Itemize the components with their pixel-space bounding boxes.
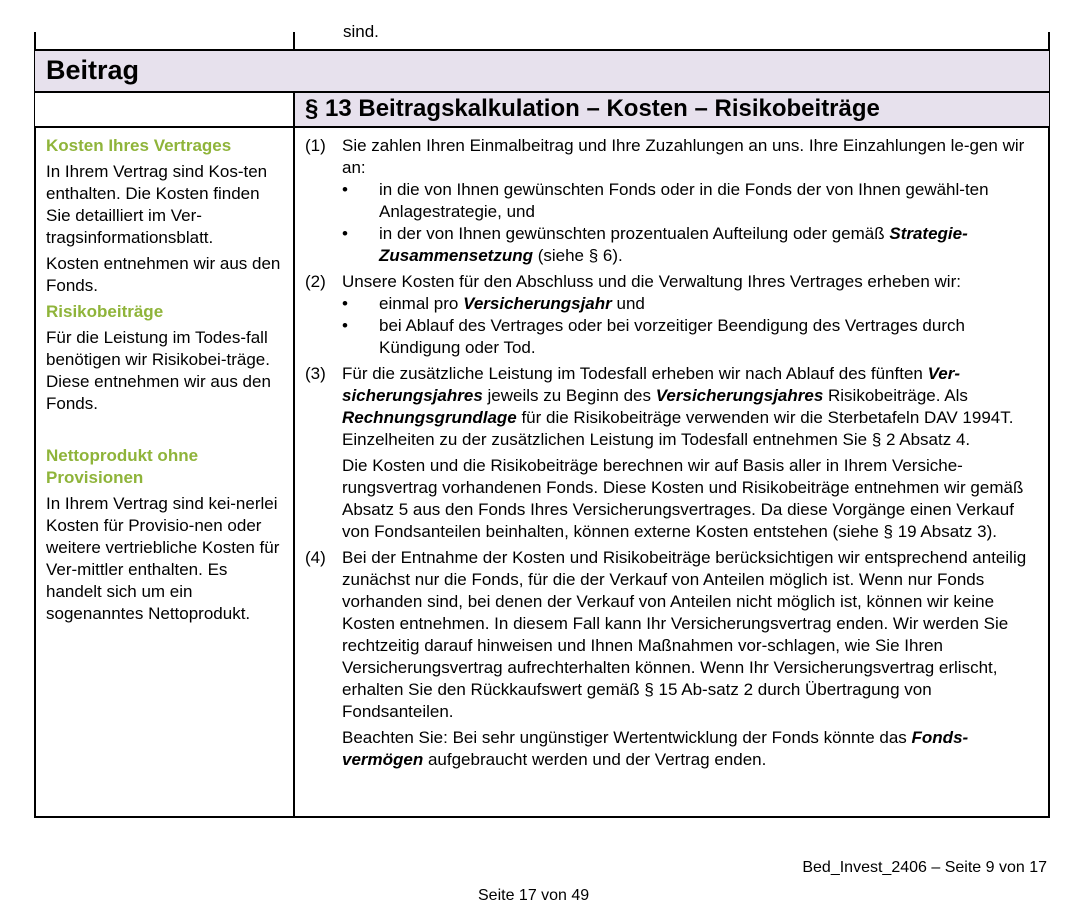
section-band [35, 50, 1049, 92]
bullet-text: in der von Ihnen gewünschten prozentualen Aufteilung oder gemäß [379, 224, 890, 243]
bullet-text: und [611, 294, 645, 313]
paragraph-3-text [342, 363, 1040, 451]
section-heading-row [35, 92, 1049, 127]
defined-term: Strategie-Zusammensetzung [379, 224, 968, 265]
paragraph-2 [305, 271, 1040, 359]
bullet-icon: • [342, 224, 348, 243]
note-heading-risk: Risikobeiträge [46, 302, 164, 321]
text-run: Für die zusätzliche Leistung im Todesfall erheben wir nach Ablauf des fünften [342, 364, 928, 383]
bullet-text: bei Ablauf des Vertrages oder bei vorzeitiger Beendigung des Vertrages durch Kündigung oder Tod. [379, 316, 965, 357]
defined-term: Versicherungsjahres [655, 386, 824, 405]
section-body [305, 135, 1040, 775]
bullet-text: einmal pro [379, 294, 464, 313]
bullet-icon: • [342, 316, 348, 335]
paragraph-3 [305, 363, 1040, 543]
note-spacer [46, 419, 284, 441]
paragraph-4-second [342, 727, 1040, 771]
paragraph-4-text: Bei der Entnahme der Kosten und Risikobeiträge berücksichtigen wir entsprechend anteilig zunächst nur die Fonds, für die der Verkauf von Anteilen möglich ist. Wenn nur Fonds vorhanden sind, bei denen der Verkauf von Anteilen nicht möglich ist, können wir keine Kosten entnehmen. In diesem Fall kann Ihr Versicherungsvertrag enden. Wir werden Sie rechtzeitig darauf hinweisen und Ihnen Maßnahmen vor-schlagen, wie Sie Ihren Versicherungsvertrag aufrechterhalten können. Wenn Ihr Versicherungsvertrag erlischt, erhalten Sie den Rückkaufswert gemäß § 15 Ab-satz 2 durch Übertragung von Fondsanteilen. [342, 548, 1027, 721]
paragraph-1 [305, 135, 1040, 267]
paragraph-3-second: Die Kosten und die Risikobeiträge berechnen wir auf Basis aller in Ihrem Versiche-rungsvertrag vorhandenen Fonds. Diese Kosten und Risikobeiträge entnehmen wir gemäß Absatz 5 aus den Fonds Ihres Versicherungsvertrages. Da diese Vorgänge einen Verkauf von Fondsanteilen beinhalten, können externe Kosten entstehen (siehe § 19 Absatz 3). [342, 456, 1024, 541]
section-heading-cell [295, 92, 1049, 127]
paragraph-2-intro: Unsere Kosten für den Abschluss und die Verwaltung Ihres Vertrages erheben wir: [342, 272, 961, 291]
rule-under-heading [34, 126, 1050, 128]
paragraph-number: (3) [305, 364, 326, 383]
note-heading-costs: Kosten Ihres Vertrages [46, 136, 232, 155]
bullet-item [342, 315, 1040, 359]
table-border-right [1048, 32, 1050, 818]
rule-under-fragment [34, 49, 1050, 51]
section-band-title: Beitrag [46, 55, 140, 85]
table-border-left [34, 32, 36, 818]
bullet-icon: • [342, 180, 348, 199]
bullet-text: in die von Ihnen gewünschten Fonds oder in die Fonds der von Ihnen gewähl-ten Anlagestrategie, und [379, 180, 989, 221]
defined-term: Versicherungsjahr [463, 294, 612, 313]
note-heading-net-product: Nettoprodukt ohne Provisionen [46, 446, 199, 487]
note-text-net-product: In Ihrem Vertrag sind kei-nerlei Kosten für Provisio-nen oder weitere vertriebliche Kosten für Ver-mittler enthalten. Es handelt sich um ein sogenanntes Nettoprodukt. [46, 494, 280, 623]
column-divider [293, 92, 295, 818]
previous-text-fragment: sind. [343, 22, 379, 41]
column-divider-top [293, 32, 295, 50]
bullet-item [342, 179, 1040, 223]
text-run: jeweils zu Beginn des [482, 386, 656, 405]
bullet-text: (siehe § 6). [532, 246, 623, 265]
defined-term: Ver-sicherungsjahres [342, 364, 961, 405]
page-number: Seite 17 von 49 [478, 887, 590, 904]
defined-term: Rechnungsgrundlage [342, 408, 517, 427]
text-run: aufgebraucht werden und der Vertrag enden. [423, 750, 767, 769]
defined-term: Fonds-vermögen [342, 728, 969, 769]
rule-under-band [34, 91, 1050, 93]
note-text-costs: In Ihrem Vertrag sind Kos-ten enthalten. Die Kosten finden Sie detailliert im Ver-tragsinformationsblatt. [46, 162, 268, 247]
bullet-icon: • [342, 294, 348, 313]
text-run: Beachten Sie: Bei sehr ungünstiger Wertentwicklung der Fonds könnte das [342, 728, 912, 747]
bullet-item [342, 223, 1040, 267]
paragraph-number: (2) [305, 272, 326, 291]
note-text-costs-2: Kosten entnehmen wir aus den Fonds. [46, 254, 281, 295]
margin-notes [46, 135, 284, 629]
note-text-risk: Für die Leistung im Todes-fall benötigen wir Risikobei-träge. Diese entnehmen wir aus den Fonds. [46, 328, 271, 413]
paragraph-1-intro: Sie zahlen Ihren Einmalbeitrag und Ihre Zuzahlungen an uns. Ihre Einzahlungen le-gen wir an: [342, 136, 1025, 177]
paragraph-number: (1) [305, 136, 326, 155]
text-run: Risikobeiträge. Als [823, 386, 968, 405]
paragraph-number: (4) [305, 548, 326, 567]
table-border-bottom [34, 816, 1050, 818]
section-heading-left-cell [35, 92, 293, 127]
text-run: für die Risikobeiträge verwenden wir die Sterbetafeln DAV 1994T. Einzelheiten zu der zusätzlichen Leistung im Todesfall entnehmen Sie § 2 Absatz 4. [342, 408, 1014, 449]
bullet-item [342, 293, 1040, 315]
paragraph-4 [305, 547, 1040, 771]
section-heading: § 13 Beitragskalkulation – Kosten – Risikobeiträge [305, 95, 880, 122]
document-reference: Bed_Invest_2406 – Seite 9 von 17 [802, 859, 1047, 876]
